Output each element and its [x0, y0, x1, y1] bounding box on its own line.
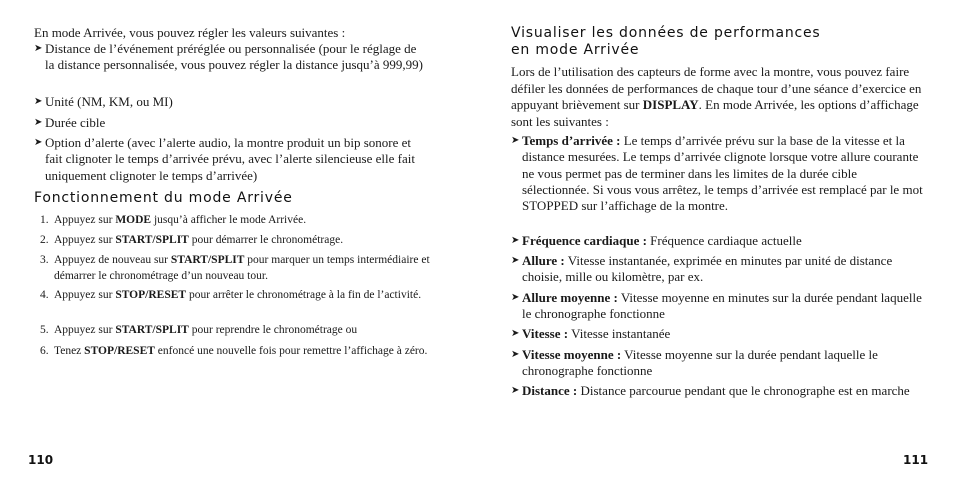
step-item: 3. Appuyez de nouveau sur START/SPLIT pour marquer un temps intermédiaire et démarrer le chronométrage d’un nouveau tour. — [40, 254, 430, 282]
step-item: 4. Appuyez sur STOP/RESET pour arrêter le chronométrage à la fin de l’activité. — [40, 289, 422, 301]
arrow-bullet-icon: ➤ — [511, 328, 520, 339]
intro-text: Lors de l’utilisation des capteurs de forme avec la montre, vous pouvez faire défiler les données de performances de chaque tour d’une séance d’exercice en appuyant brièvement sur DISPLAY. En mode Arrivée, les options d’affichage sont les suivantes : — [511, 64, 922, 129]
step-item: 1. Appuyez sur MODE jusqu’à afficher le mode Arrivée. — [40, 214, 307, 226]
arrow-bullet-icon: ➤ — [511, 255, 520, 266]
arrow-bullet-icon: ➤ — [511, 385, 520, 396]
display-option: ➤ Temps d’arrivée : Le temps d’arrivée prévu sur la base de la vitesse et la distance mesurées. Le temps d’arrivée clignote lorsque votre allure courante ne vous permet pas de terminer dans les limites de la durée cible sélectionnée. Si vous vous arrêtez, le temps d’arrivée est remplacé par le mot STOPPED sur l’affichage de la montre. — [511, 133, 923, 214]
setting-item: ➤ Option d’alerte (avec l’alerte audio, la montre produit un bip sonore et fait clignoter le temps d’arrivée prévu, avec l’alerte silencieuse elle fait uniquement clignoter le temps d’arrivée) — [34, 135, 415, 183]
page-number-left: 110 — [28, 453, 54, 467]
display-option: ➤ Fréquence cardiaque : Fréquence cardiaque actuelle — [511, 233, 802, 248]
arrow-bullet-icon: ➤ — [511, 349, 520, 360]
arrow-bullet-icon: ➤ — [511, 135, 520, 146]
step-item: 6. Tenez STOP/RESET enfoncé une nouvelle fois pour remettre l’affichage à zéro. — [40, 345, 428, 357]
arrow-bullet-icon: ➤ — [34, 43, 43, 54]
setting-item: ➤ Durée cible — [34, 115, 106, 130]
section-heading: Fonctionnement du mode Arrivée — [34, 190, 293, 206]
display-option: ➤ Vitesse moyenne : Vitesse moyenne sur la durée pendant laquelle le chronographe fonctionne — [511, 347, 878, 379]
step-item: 2. Appuyez sur START/SPLIT pour démarrer le chronométrage. — [40, 234, 344, 246]
page-number-right: 111 — [903, 453, 929, 467]
display-option: ➤ Vitesse : Vitesse instantanée — [511, 326, 671, 341]
display-option: ➤ Allure : Vitesse instantanée, exprimée en minutes par unité de distance choisie, mille ou kilomètre, par ex. — [511, 253, 893, 285]
display-option: ➤ Allure moyenne : Vitesse moyenne en minutes sur la durée pendant laquelle le chronographe fonctionne — [511, 290, 922, 322]
step-item: 5. Appuyez sur START/SPLIT pour reprendre le chronométrage ou — [40, 324, 358, 336]
setting-item: ➤ Unité (NM, KM, ou MI) — [34, 94, 173, 109]
intro-text: En mode Arrivée, vous pouvez régler les valeurs suivantes : — [34, 25, 346, 40]
section-heading: Visualiser les données de performances en mode Arrivée — [511, 25, 821, 58]
arrow-bullet-icon: ➤ — [511, 235, 520, 246]
arrow-bullet-icon: ➤ — [34, 137, 43, 148]
display-option: ➤ Distance : Distance parcourue pendant que le chronographe est en marche — [511, 383, 910, 398]
arrow-bullet-icon: ➤ — [34, 117, 43, 128]
arrow-bullet-icon: ➤ — [34, 96, 43, 107]
arrow-bullet-icon: ➤ — [511, 292, 520, 303]
setting-item: ➤ Distance de l’événement préréglée ou personnalisée (pour le réglage de la distance personnalisée, vous pouvez régler la distance jusqu’à 999,99) — [34, 41, 423, 73]
